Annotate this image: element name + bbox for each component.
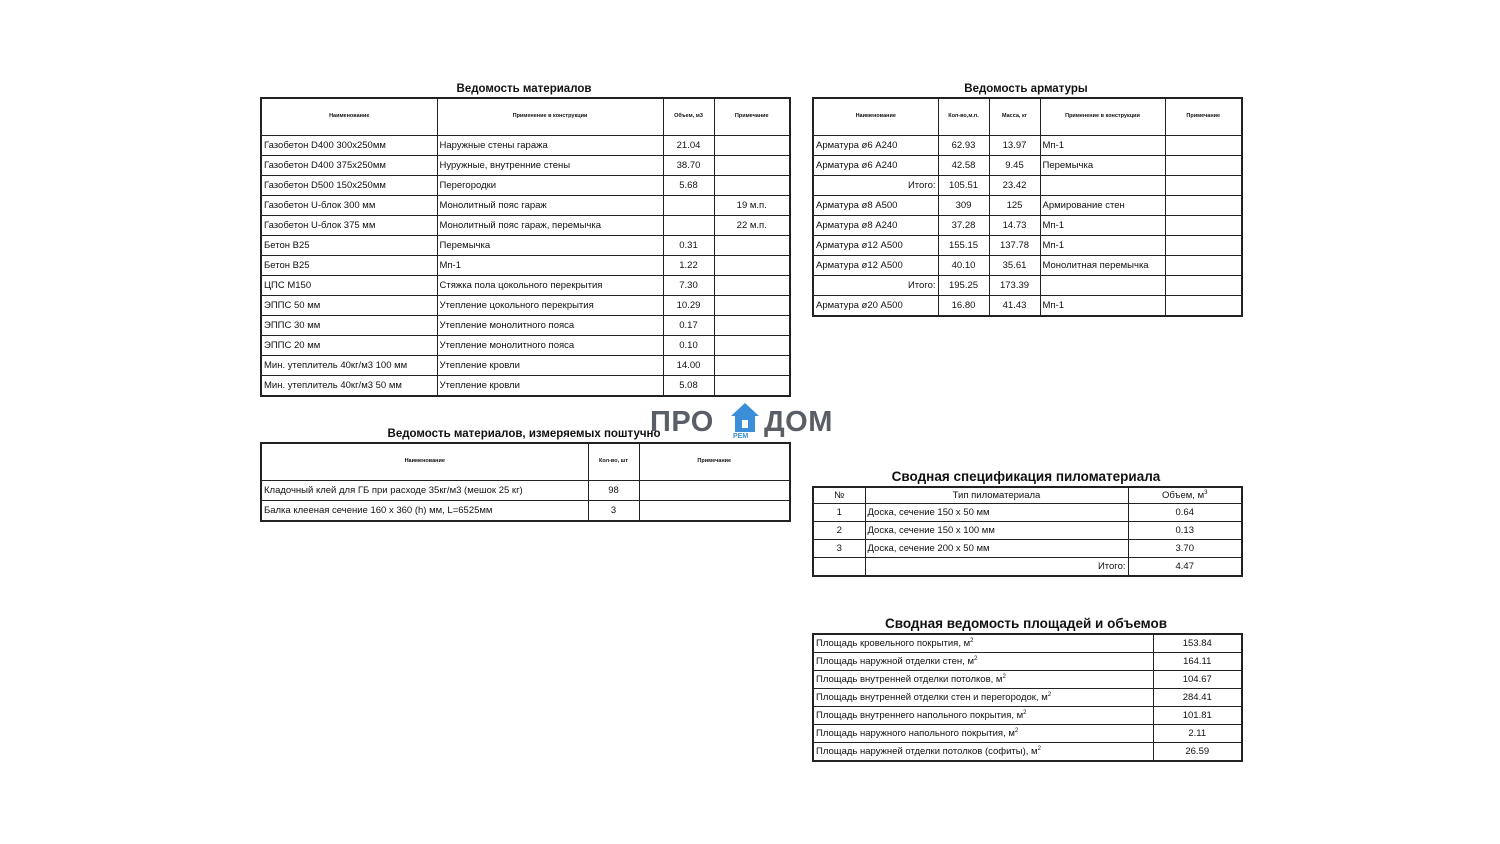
table-row [261, 296, 790, 316]
note-cell [714, 356, 790, 376]
note-cell [639, 481, 790, 501]
logo-text-pro: ПРО [650, 406, 714, 438]
table-row [813, 216, 1242, 236]
col-note-header: Примечание [639, 443, 790, 481]
rebar-header-row [813, 98, 1242, 136]
volume-cell: 5.68 [663, 176, 714, 196]
col-number-header: № [813, 487, 865, 504]
materials-header-row [261, 98, 790, 136]
table-row [261, 501, 790, 522]
rebar-total-row [813, 276, 1242, 296]
area-label-cell: Площадь внутреннего напольного покрытия, $м^2$ [813, 707, 1153, 725]
volume-cell: 5.08 [663, 376, 714, 397]
logo-subtext: РЕМ [733, 433, 749, 440]
volume-cell: 3.70 [1128, 540, 1242, 558]
usage-cell: Монолитный пояс гараж [437, 196, 663, 216]
rebar-table [812, 97, 1243, 317]
materials-table [260, 97, 791, 397]
name-cell: Мин. утеплитель 40кг/м3 50 мм [261, 376, 437, 397]
table-row [813, 156, 1242, 176]
usage-cell: Стяжка пола цокольного перекрытия [437, 276, 663, 296]
volume-cell: 0.13 [1128, 522, 1242, 540]
table-row [261, 196, 790, 216]
table-row [813, 707, 1242, 725]
area-label-cell: Площадь наружной отделки стен, $м^2$ [813, 653, 1153, 671]
table-row [261, 236, 790, 256]
number-cell: 3 [813, 540, 865, 558]
name-cell: Мин. утеплитель 40кг/м3 100 мм [261, 356, 437, 376]
col-length-header: Кол-во,м.п. [938, 98, 989, 136]
name-cell: Арматура ø6 А240 [813, 156, 938, 176]
volume-cell: 38.70 [663, 156, 714, 176]
usage-cell [1040, 176, 1165, 196]
table-row [813, 725, 1242, 743]
mass-cell: 14.73 [989, 216, 1040, 236]
volume-cell: 7.30 [663, 276, 714, 296]
volume-cell: 14.00 [663, 356, 714, 376]
volume-cell: 10.29 [663, 296, 714, 316]
note-cell [1165, 156, 1242, 176]
length-cell: 195.25 [938, 276, 989, 296]
volume-cell: 1.22 [663, 256, 714, 276]
name-cell: Газобетон U-блок 300 мм [261, 196, 437, 216]
volume-cell: 0.64 [1128, 504, 1242, 522]
usage-cell: Нуружные, внутренние стены [437, 156, 663, 176]
table-row [813, 256, 1242, 276]
total-empty-cell [813, 558, 865, 577]
usage-cell: Перемычка [437, 236, 663, 256]
volume-cell: 21.04 [663, 136, 714, 156]
mass-cell: 23.42 [989, 176, 1040, 196]
table-row [261, 336, 790, 356]
table-row [813, 504, 1242, 522]
name-cell: ЭППС 30 мм [261, 316, 437, 336]
table-row [261, 136, 790, 156]
note-cell [1165, 196, 1242, 216]
usage-cell: Мп-1 [1040, 136, 1165, 156]
name-cell: Бетон В25 [261, 256, 437, 276]
area-value-cell: 26.59 [1153, 743, 1242, 762]
name-cell: Арматура ø12 А500 [813, 236, 938, 256]
volume-cell [663, 196, 714, 216]
number-cell: 1 [813, 504, 865, 522]
length-cell: 16.80 [938, 296, 989, 317]
piece-table [260, 442, 791, 522]
col-type-header: Тип пиломатериала [865, 487, 1128, 504]
usage-cell: Перегородки [437, 176, 663, 196]
count-cell: 98 [588, 481, 639, 501]
note-cell [714, 336, 790, 356]
name-cell: Кладочный клей для ГБ при расходе 35кг/м3 (мешок 25 кг) [261, 481, 588, 501]
usage-cell: Перемычка [1040, 156, 1165, 176]
area-label-cell: Площадь внутренней отделки стен и перегородок, $м^2$ [813, 689, 1153, 707]
table-row [261, 276, 790, 296]
col-note-header: Примечание [714, 98, 790, 136]
name-cell: Балка клееная сечение 160 х 360 (h) мм, L=6525мм [261, 501, 588, 522]
usage-cell: Мп-1 [1040, 216, 1165, 236]
table-row [813, 671, 1242, 689]
table-row [813, 236, 1242, 256]
col-name-header: Наименование [261, 98, 437, 136]
usage-cell: Утепление цокольного перекрытия [437, 296, 663, 316]
usage-cell: Мп-1 [437, 256, 663, 276]
area-label-cell: Площадь наружней отделки потолков (софиты), $м^2$ [813, 743, 1153, 762]
length-cell: 309 [938, 196, 989, 216]
note-cell [1165, 236, 1242, 256]
usage-cell: Монолитный пояс гараж, перемычка [437, 216, 663, 236]
note-cell [714, 316, 790, 336]
type-cell: Доска, сечение 150 х 50 мм [865, 504, 1128, 522]
name-cell: Газобетон D400 300x250мм [261, 136, 437, 156]
name-cell: Арматура ø20 А500 [813, 296, 938, 317]
note-cell [714, 276, 790, 296]
table-row [813, 196, 1242, 216]
name-cell: Арматура ø6 А240 [813, 136, 938, 156]
col-usage-header: Применение в конструкции [1040, 98, 1165, 136]
mass-cell: 41.43 [989, 296, 1040, 317]
table-row [813, 296, 1242, 317]
logo-text-dom: ДОМ [764, 406, 833, 438]
usage-cell: Утепление кровли [437, 356, 663, 376]
note-cell [714, 236, 790, 256]
table-row [813, 653, 1242, 671]
note-cell [714, 156, 790, 176]
name-cell: Газобетон D500 150x250мм [261, 176, 437, 196]
type-cell: Доска, сечение 200 х 50 мм [865, 540, 1128, 558]
area-label-cell: Площадь наружного напольного покрытия, $м^2$ [813, 725, 1153, 743]
name-cell: Арматура ø12 А500 [813, 256, 938, 276]
usage-cell: Армирование стен [1040, 196, 1165, 216]
usage-cell: Мп-1 [1040, 296, 1165, 317]
lumber-header-row [813, 487, 1242, 504]
area-value-cell: 164.11 [1153, 653, 1242, 671]
areas-title: Сводная ведомость площадей и объемов [884, 616, 1168, 631]
name-cell: Арматура ø8 А500 [813, 196, 938, 216]
note-cell [1165, 216, 1242, 236]
usage-cell: Утепление монолитного пояса [437, 316, 663, 336]
note-cell [1165, 176, 1242, 196]
note-cell [1165, 296, 1242, 317]
length-cell: 40.10 [938, 256, 989, 276]
name-cell: Газобетон D400 375x250мм [261, 156, 437, 176]
rebar-total-row [813, 176, 1242, 196]
area-value-cell: 101.81 [1153, 707, 1242, 725]
length-cell: 37.28 [938, 216, 989, 236]
col-usage-header: Применение в конструкции [437, 98, 663, 136]
lumber-total-value: 4.47 [1128, 558, 1242, 577]
piece-header-row [261, 443, 790, 481]
table-row [261, 356, 790, 376]
col-count-header: Кол-во, шт [588, 443, 639, 481]
name-cell: ЦПС М150 [261, 276, 437, 296]
mass-cell: 137.78 [989, 236, 1040, 256]
mass-cell: 35.61 [989, 256, 1040, 276]
type-cell: Доска, сечение 150 х 100 мм [865, 522, 1128, 540]
areas-table [812, 633, 1243, 762]
rebar-title: Ведомость арматуры [964, 83, 1088, 95]
table-row [813, 743, 1242, 762]
table-row [261, 256, 790, 276]
area-value-cell: 153.84 [1153, 634, 1242, 653]
col-name-header: Наименование [261, 443, 588, 481]
name-cell: ЭППС 50 мм [261, 296, 437, 316]
col-volume-header: Объем, м3 [663, 98, 714, 136]
table-row [261, 156, 790, 176]
usage-cell: Наружные стены гаража [437, 136, 663, 156]
col-note-header: Примечание [1165, 98, 1242, 136]
note-cell [1165, 256, 1242, 276]
mass-cell: 173.39 [989, 276, 1040, 296]
note-cell: 22 м.п. [714, 216, 790, 236]
name-cell: Арматура ø8 А240 [813, 216, 938, 236]
col-name-header: Наименование [813, 98, 938, 136]
note-cell [714, 136, 790, 156]
area-label-cell: Площадь кровельного покрытия, $м^2$ [813, 634, 1153, 653]
usage-cell: Мп-1 [1040, 236, 1165, 256]
mass-cell: 125 [989, 196, 1040, 216]
count-cell: 3 [588, 501, 639, 522]
table-row [261, 481, 790, 501]
usage-cell: Монолитная перемычка [1040, 256, 1165, 276]
volume-cell: 0.17 [663, 316, 714, 336]
note-cell [1165, 276, 1242, 296]
name-cell: Бетон В25 [261, 236, 437, 256]
note-cell [714, 176, 790, 196]
table-row [261, 316, 790, 336]
volume-cell: 0.10 [663, 336, 714, 356]
length-cell: 105.51 [938, 176, 989, 196]
length-cell: 155.15 [938, 236, 989, 256]
note-cell [714, 296, 790, 316]
table-row [813, 522, 1242, 540]
name-cell: Газобетон U-блок 375 мм [261, 216, 437, 236]
number-cell: 2 [813, 522, 865, 540]
usage-cell [1040, 276, 1165, 296]
volume-cell: 0.31 [663, 236, 714, 256]
total-label-cell: Итого: [813, 276, 938, 296]
length-cell: 62.93 [938, 136, 989, 156]
total-label-cell: Итого: [813, 176, 938, 196]
volume-cell [663, 216, 714, 236]
piece-title: Ведомость материалов, измеряемых поштучно [387, 428, 661, 440]
mass-cell: 9.45 [989, 156, 1040, 176]
lumber-title: Сводная спецификация пиломатериала [891, 469, 1161, 484]
col-mass-header: Масса, кг [989, 98, 1040, 136]
note-cell [714, 256, 790, 276]
materials-title: Ведомость материалов [456, 83, 592, 95]
area-label-cell: Площадь внутренней отделки потолков, $м^2$ [813, 671, 1153, 689]
usage-cell: Утепление монолитного пояса [437, 336, 663, 356]
table-row [813, 136, 1242, 156]
area-value-cell: 104.67 [1153, 671, 1242, 689]
lumber-table [812, 486, 1243, 577]
note-cell [714, 376, 790, 397]
lumber-total-label: Итого: [865, 558, 1128, 577]
mass-cell: 13.97 [989, 136, 1040, 156]
note-cell [639, 501, 790, 522]
table-row [261, 216, 790, 236]
area-value-cell: 284.41 [1153, 689, 1242, 707]
table-row [261, 176, 790, 196]
table-row [261, 376, 790, 397]
usage-cell: Утепление кровли [437, 376, 663, 397]
col-volume-header: Объем, $м^3$ [1128, 487, 1242, 504]
table-row [813, 540, 1242, 558]
note-cell: 19 м.п. [714, 196, 790, 216]
length-cell: 42.58 [938, 156, 989, 176]
note-cell [1165, 136, 1242, 156]
lumber-total-row [813, 558, 1242, 577]
table-row [813, 689, 1242, 707]
table-row [813, 634, 1242, 653]
name-cell: ЭППС 20 мм [261, 336, 437, 356]
area-value-cell: 2.11 [1153, 725, 1242, 743]
